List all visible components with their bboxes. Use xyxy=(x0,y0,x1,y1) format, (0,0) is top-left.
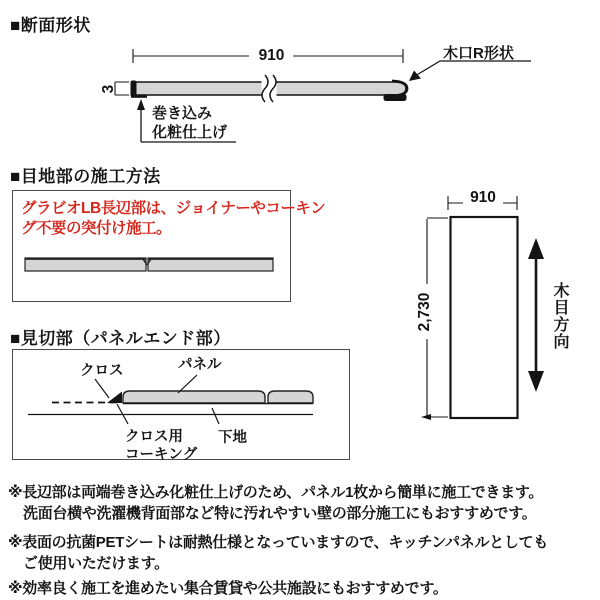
section-heading-joint-method: ■目地部の施工方法 xyxy=(10,167,161,186)
joint-note-line1: グラビオLB長辺部は、ジョイナーやコーキン xyxy=(21,200,326,217)
grain-arrow-up-icon xyxy=(528,238,544,259)
joint-note-line2: グ不要の突付け施工。 xyxy=(21,220,172,237)
panel-label: パネル xyxy=(178,357,222,373)
endcap-panel-1 xyxy=(123,391,265,403)
wrap-finish-label-line2: 化粧仕上げ xyxy=(152,124,228,141)
grain-direction-label: 木目方向 xyxy=(551,282,568,350)
section-heading-end-cap: ■見切部（パネルエンド部） xyxy=(10,329,231,348)
panel-right-underlap xyxy=(384,94,407,101)
joint-drawing xyxy=(25,258,273,271)
note-line-2: 洗面台横や洗濯機背面部など特に汚れやすい壁の部分施工にもおすすめです。 xyxy=(23,505,537,522)
caulk-label-line1: クロス用 xyxy=(125,429,183,445)
note-line-3: ※表面の抗菌PETシートは耐熱仕様となっていますので、キッチンパネルとしても xyxy=(8,534,548,551)
thickness-dimension-value: 3 xyxy=(100,84,117,94)
wrap-finish-label-line1: 巻き込み xyxy=(152,105,213,122)
joint-panel-right xyxy=(148,258,273,271)
base-leader-line xyxy=(212,408,219,424)
panel-left-cap xyxy=(131,81,137,98)
note-line-5: ※効率良く施工を進めたい集合賃貸や公共施設にもおすすめです。 xyxy=(8,580,448,597)
front-height-dimension-value: 2,730 xyxy=(416,292,433,332)
section-heading-cross-section: ■断面形状 xyxy=(10,16,91,35)
edge-r-leader-line xyxy=(415,61,531,76)
note-line-1: ※長辺部は両端巻き込み化粧仕上げのため、パネル1枚から簡単に施工できます。 xyxy=(8,484,544,501)
height-dim-arrow-icon xyxy=(421,414,431,420)
joint-panel-left xyxy=(25,258,146,271)
caulk-label-line2: コーキング xyxy=(125,447,198,463)
cross-label: クロス xyxy=(80,363,124,379)
caulking-triangle xyxy=(107,392,122,404)
end-cap-drawing xyxy=(28,375,313,424)
front-width-dimension-value: 910 xyxy=(470,189,496,206)
edge-r-label: 木口R形状 xyxy=(443,45,514,62)
endcap-panel-2 xyxy=(268,391,313,403)
note-line-4: ご使用いただけます。 xyxy=(23,555,169,572)
cross-leader-line xyxy=(95,379,109,398)
break-gap xyxy=(262,78,277,99)
down-left-arrow-icon xyxy=(409,71,421,82)
base-label: 下地 xyxy=(218,430,247,446)
width-dimension-value: 910 xyxy=(258,47,285,64)
panel-front-drawing xyxy=(421,196,544,420)
grain-arrow-down-icon xyxy=(528,371,544,392)
panel-front-rect xyxy=(451,217,518,418)
